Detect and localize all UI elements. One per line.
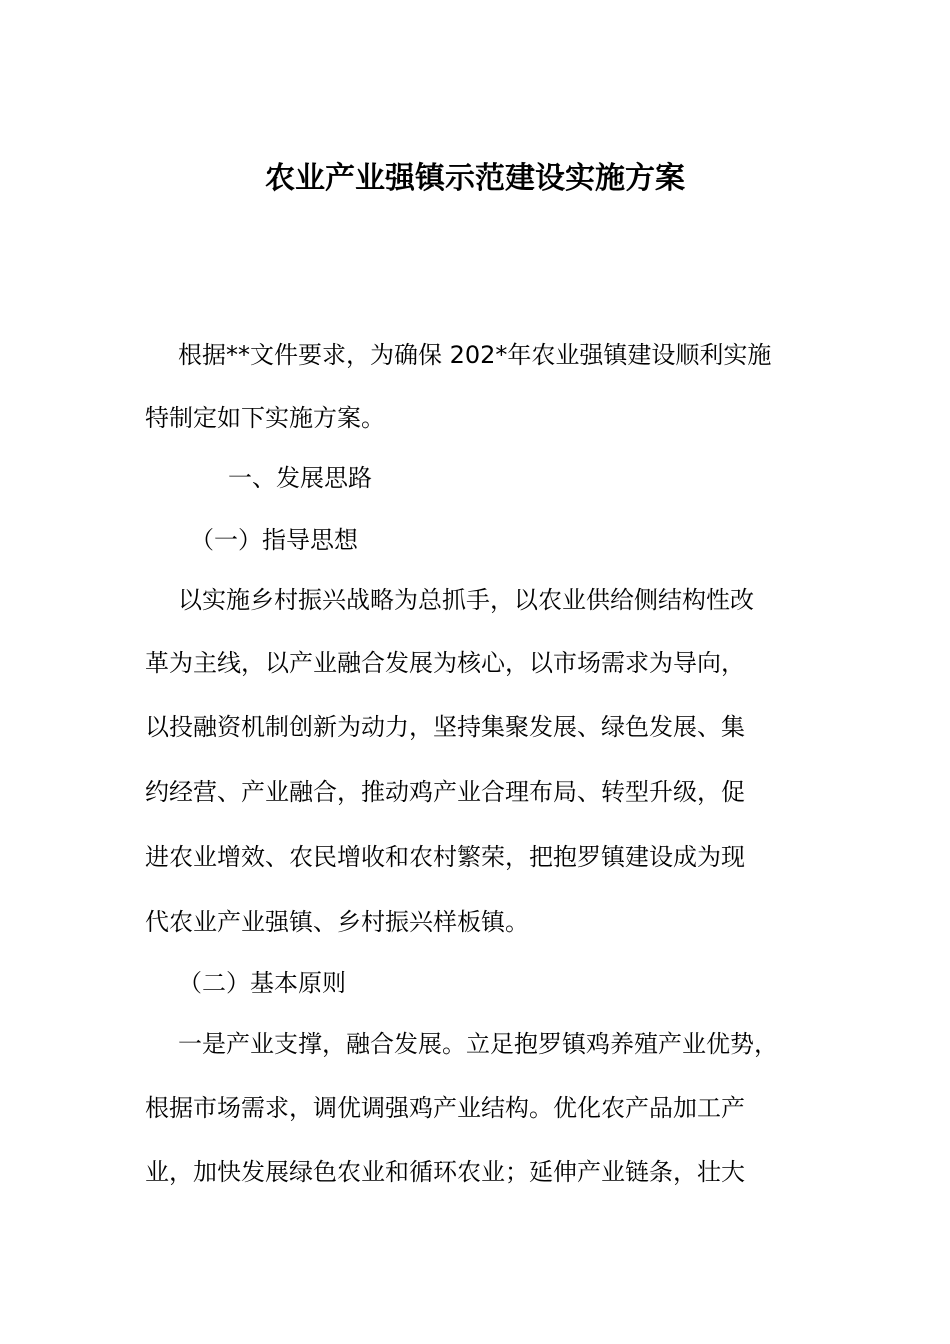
paragraph-line-6: 约经营、产业融合，推动鸡产业合理布局、转型升级，促 [145, 778, 745, 806]
document-title: 农业产业强镇示范建设实施方案 [265, 161, 685, 196]
paragraph-line-10: 根据市场需求，调优调强鸡产业结构。优化农产品加工产 [145, 1094, 745, 1122]
paragraph-line-2: 特制定如下实施方案。 [145, 404, 385, 432]
paragraph-line-4: 革为主线，以产业融合发展为核心，以市场需求为导向， [145, 649, 745, 677]
subsection-heading-1: （一）指导思想 [190, 526, 358, 554]
paragraph-line-9: 一是产业支撑，融合发展。立足抱罗镇鸡养殖产业优势， [178, 1030, 778, 1058]
subsection-heading-2: （二）基本原则 [178, 969, 346, 997]
paragraph-line-8: 代农业产业强镇、乡村振兴样板镇。 [145, 908, 529, 936]
paragraph-line-1: 根据**文件要求，为确保 202*年农业强镇建设顺利实施 [178, 341, 772, 369]
section-heading-1: 一、发展思路 [228, 464, 372, 492]
paragraph-line-5: 以投融资机制创新为动力，坚持集聚发展、绿色发展、集 [145, 713, 745, 741]
paragraph-line-11: 业，加快发展绿色农业和循环农业；延伸产业链条，壮大 [145, 1158, 745, 1186]
paragraph-line-3: 以实施乡村振兴战略为总抓手，以农业供给侧结构性改 [178, 586, 754, 614]
paragraph-line-7: 进农业增效、农民增收和农村繁荣，把抱罗镇建设成为现 [145, 843, 745, 871]
